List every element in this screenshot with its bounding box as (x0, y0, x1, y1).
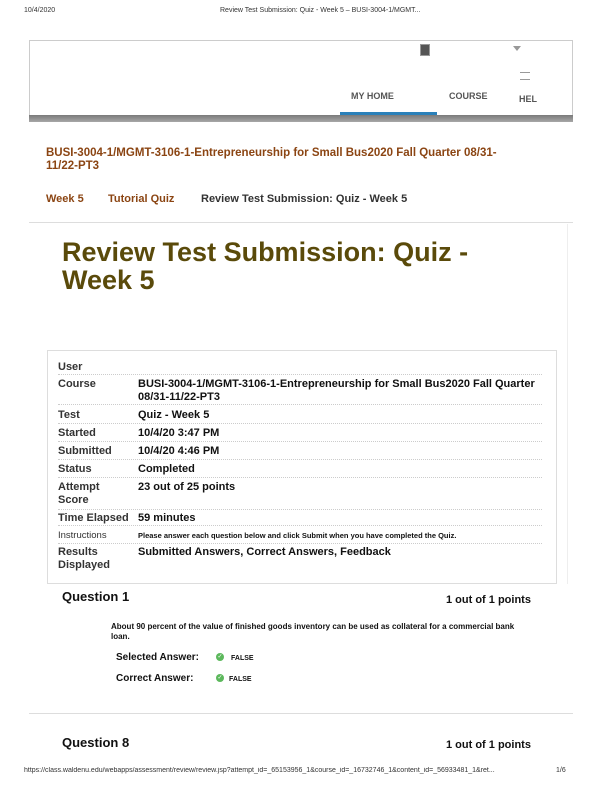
info-row-course (58, 376, 542, 405)
started-label: Started (58, 427, 96, 439)
correct-answer-label: Correct Answer: (116, 673, 194, 684)
breadcrumb-week[interactable]: Week 5 (46, 193, 84, 205)
course-title[interactable]: BUSI-3004-1/MGMT-3106-1-Entrepreneurship for Small Bus2020 Fall Quarter 08/31-11/22-PT3 (46, 147, 497, 172)
print-footer-url: https://class.waldenu.edu/webapps/assessment/review/review.jsp?attempt_id=_65153956_1&course_id=_16732746_1&content_id=_56933481_1&ret... (24, 767, 495, 774)
correct-answer-value: FALSE (229, 676, 252, 683)
question-1-score: 1 out of 1 points (446, 594, 531, 606)
info-row-attempt-score (58, 479, 542, 510)
time-elapsed-value: 59 minutes (138, 512, 196, 524)
breadcrumb-current: Review Test Submission: Quiz - Week 5 (201, 193, 408, 205)
info-row-results (58, 545, 542, 575)
submitted-value: 10/4/20 4:46 PM (138, 445, 220, 457)
print-date: 10/4/2020 (24, 7, 56, 14)
test-value: Quiz - Week 5 (138, 409, 210, 421)
submitted-label: Submitted (58, 445, 112, 457)
info-row-test (58, 407, 542, 424)
info-row-time-elapsed (58, 511, 542, 526)
info-row-instructions (58, 527, 542, 544)
page-title: Review Test Submission: Quiz - Week 5 (62, 237, 469, 295)
header-divider (29, 115, 573, 122)
status-value: Completed (138, 463, 195, 475)
check-icon: ✓ (217, 654, 223, 660)
print-page-title: Review Test Submission: Quiz - Week 5 – BUSI-3004-1/MGMT... (220, 7, 421, 14)
nav-my-home[interactable]: MY HOME (351, 91, 394, 101)
status-label: Status (58, 463, 92, 475)
info-row-started (58, 425, 542, 442)
selected-answer-label: Selected Answer: (116, 652, 199, 663)
started-value: 10/4/20 3:47 PM (138, 427, 220, 439)
results-displayed-label: Results Displayed (58, 546, 110, 571)
nav-course[interactable]: COURSE (449, 91, 488, 101)
user-label: User (58, 361, 83, 373)
info-row-submitted (58, 443, 542, 460)
content-border (567, 224, 568, 584)
info-row-status (58, 461, 542, 478)
avatar[interactable] (420, 44, 430, 56)
instructions-value: Please answer each question below and click Submit when you have completed the Quiz. (138, 531, 457, 540)
course-value: BUSI-3004-1/MGMT-3106-1-Entrepreneurship for Small Bus2020 Fall Quarter 08/31-11/22-PT3 (138, 378, 535, 403)
selected-answer-value: FALSE (231, 655, 254, 662)
question-1-text: About 90 percent of the value of finished goods inventory can be used as collateral for a commercial bank loan. (111, 622, 515, 641)
results-displayed-value: Submitted Answers, Correct Answers, Feedback (138, 546, 391, 558)
breadcrumb-tutorial-quiz[interactable]: Tutorial Quiz (108, 193, 175, 205)
question-divider (29, 713, 573, 714)
info-row-user (58, 360, 542, 375)
question-8-title: Question 8 (62, 735, 130, 750)
course-label: Course (58, 378, 96, 390)
attempt-score-value: 23 out of 25 points (138, 481, 236, 493)
nav-help[interactable]: HEL (519, 94, 537, 104)
print-page-number: 1/6 (556, 767, 566, 774)
question-8-score: 1 out of 1 points (446, 739, 531, 751)
attempt-score-label: Attempt Score (58, 481, 100, 506)
check-icon: ✓ (217, 675, 223, 681)
time-elapsed-label: Time Elapsed (58, 512, 129, 524)
test-label: Test (58, 409, 80, 421)
chevron-down-icon[interactable] (513, 46, 521, 51)
breadcrumb-divider (29, 222, 573, 223)
menu-icon[interactable] (520, 72, 530, 86)
question-1-title: Question 1 (62, 589, 130, 604)
top-navigation-bar (29, 40, 573, 117)
instructions-label: Instructions (58, 530, 107, 541)
